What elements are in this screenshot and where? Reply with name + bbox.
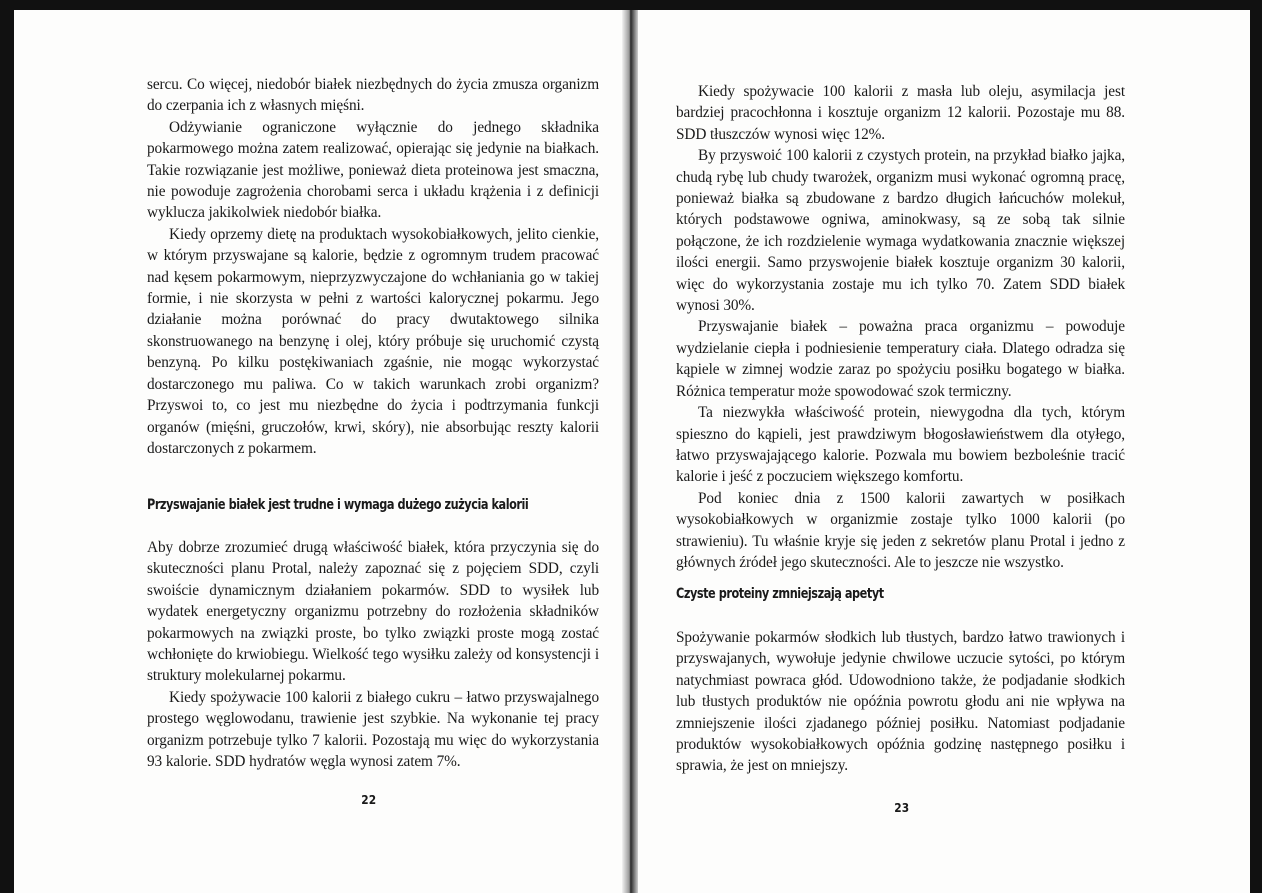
paragraph: Kiedy spożywacie 100 kalorii z białego cukru – łatwo przyswajalnego prostego węglowodanu, trawienie jest szybkie. Na wykonanie tej pracy organizm potrzebuje tylko 7 kalorii. Pozostają mu więc do wykorzystania 93 kalorie. SDD hydratów węgla wynosi zatem 7%. — [147, 688, 599, 771]
scan-border-left — [0, 0, 14, 893]
paragraph: Pod koniec dnia z 1500 kalorii zawartych w posiłkach wysokobiałkowych w organizmie zostaje tylko 1000 kalorii (po strawieniu). Tu właśnie kryje się jeden z sekretów planu Protal i jedno z głównych źródeł jego skuteczności. Ale to jeszcze nie wszystko. — [676, 489, 1125, 571]
left-page-body-bottom — [147, 537, 599, 772]
right-page-body-top — [676, 81, 1125, 573]
scan-border-right — [1250, 0, 1262, 893]
book-gutter — [622, 10, 638, 893]
section-heading: Przyswajanie białek jest trudne i wymaga dużego zużycia kalorii — [147, 497, 529, 513]
left-page-body-top — [147, 74, 599, 459]
paragraph: Ta niezwykła właściwość protein, niewygodna dla tych, którym spieszno do kąpieli, jest prawdziwym błogosławieństwem dla otyłego, łatwo przyswajającego kalorie. Pozwala mu bowiem bezboleśnie tracić kalorie i jeść z poczuciem większego komfortu. — [676, 404, 1125, 486]
right-page-body-bottom — [676, 627, 1125, 777]
page-number: 23 — [894, 800, 910, 815]
section-heading: Czyste proteiny zmniejszają apetyt — [676, 586, 884, 602]
paragraph: Przyswajanie białek – poważna praca organizmu – powoduje wydzielanie ciepła i podniesienie temperatury ciała. Dlatego odradza się kąpiele w zimnej wodzie zaraz po spożyciu posiłku bogatego w białka. Różnica temperatur może spowodować szok termiczny. — [676, 318, 1125, 400]
paragraph: By przyswoić 100 kalorii z czystych protein, na przykład białko jajka, chudą rybę lub chudy twarożek, organizm musi wykonać ogromną pracę, ponieważ białka są zbudowane z bardzo długich łańcuchów molekuł, których podstawowe ogniwa, aminokwasy, są ze sobą tak silnie połączone, że ich rozdzielenie wymaga wydatkowania znacznie większej ilości energii. Samo przyswojenie białek kosztuje organizm 30 kalorii, więc do wykorzystania zostaje mu ich tylko 70. Zatem SDD białek wynosi 30%. — [676, 147, 1125, 315]
paragraph: Odżywianie ograniczone wyłącznie do jednego składnika pokarmowego można zatem realizować, opierając się jedynie na białkach. Takie rozwiązanie jest możliwe, ponieważ dieta proteinowa jest smaczna, nie powoduje zagrożenia chorobami serca i układu krążenia i z definicji wyklucza jakikolwiek niedobór białka. — [147, 118, 599, 222]
scan-border-top — [14, 0, 1250, 10]
paragraph: Kiedy spożywacie 100 kalorii z masła lub oleju, asymilacja jest bardziej pracochłonna i kosztuje organizm 12 kalorii. Pozostaje mu 88. SDD tłuszczów wynosi więc 12%. — [676, 83, 1125, 143]
page-number: 22 — [361, 792, 377, 807]
paragraph: Aby dobrze zrozumieć drugą właściwość białek, która przyczynia się do skuteczności planu Protal, należy zapoznać się z pojęciem SDD, czyli swoiście dynamicznym działaniem pokarmów. SDD to wysiłek lub wydatek energetyczny organizmu potrzebny do rozłożenia składników pokarmowych na związki proste, bo tylko związki proste mogą zostać wchłonięte do krwiobiegu. Wielkość tego wysiłku zależy od konsystencji i struktury molekularnej pokarmu. — [147, 539, 599, 685]
paragraph: Kiedy oprzemy dietę na produktach wysokobiałkowych, jelito cienkie, w którym przyswajane są kalorie, będzie z ogromnym trudem pracować nad kęsem pokarmowym, nieprzyzwyczajone do wchłaniania go w takiej formie, i nie skorzysta w pełni z wartości kalorycznej pokarmu. Jego działanie można porównać do pracy dwutaktowego silnika skonstruowanego na benzynę i olej, który próbuje się uruchomić czystą benzyną. Po kilku postękiwaniach zgaśnie, nie mogąc wykorzystać dostarczonego mu paliwa. Co w takich warunkach zrobi organizm? Przyswoi to, co jest mu niezbędne do życia i podtrzymania funkcji organów (mięśni, gruczołów, krwi, skóry), nie absorbując reszty kalorii dostarczonych z pokarmem. — [147, 225, 599, 457]
paragraph: sercu. Co więcej, niedobór białek niezbędnych do życia zmusza organizm do czerpania ich z własnych mięśni. — [147, 76, 599, 115]
paragraph: Spożywanie pokarmów słodkich lub tłustych, bardzo łatwo trawionych i przyswajanych, wywołuje jedynie chwilowe uczucie sytości, po którym natychmiast powraca głód. Udowodniono także, że podjadanie słodkich lub tłustych produktów nie opóźnia powrotu głodu ani nie wpływa na zmniejszenie ilości zjadanego później posiłku. Natomiast podjadanie produktów wysokobiałkowych opóźnia godzinę następnego posiłku i sprawia, że jest on mniejszy. — [676, 629, 1125, 775]
